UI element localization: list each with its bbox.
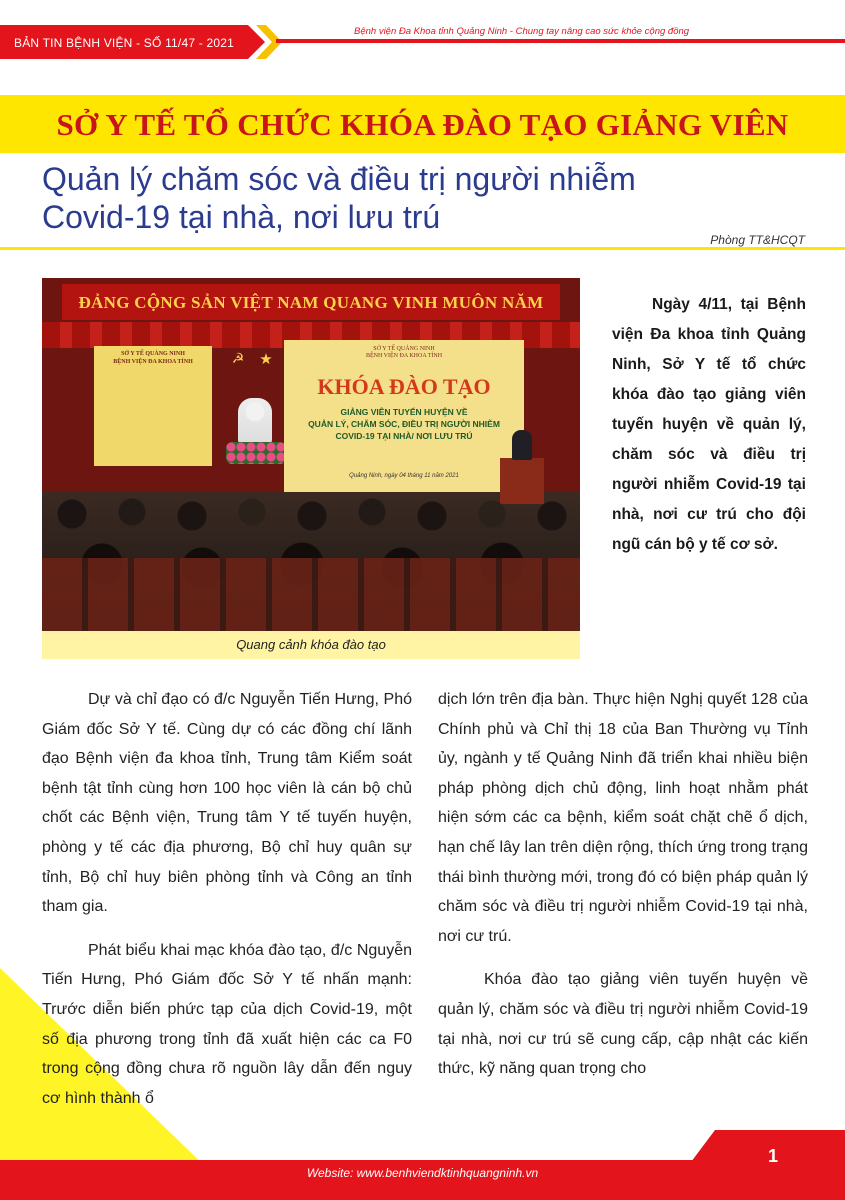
hospital-tagline: Bệnh viện Đa Khoa tỉnh Quảng Ninh - Chung tay nâng cao sức khỏe cộng đồng <box>354 26 690 37</box>
body-column-left <box>42 685 412 1127</box>
body-paragraph: Dự và chỉ đạo có đ/c Nguyễn Tiến Hưng, Phó Giám đốc Sở Y tế. Cùng dự có các đồng chí lãnh đạo Bệnh viện đa khoa tỉnh, Trung tâm Kiểm soát bệnh tật tỉnh cùng hơn 100 học viên là cán bộ chủ chốt các Bệnh viện, Trung tâm Y tế tuyến huyện, phòng y tế các địa phương, Bộ chỉ huy quân sự tỉnh, Bộ chỉ huy biên phòng tỉnh và Công an tỉnh tham gia. <box>42 691 412 916</box>
body-paragraph: Khóa đào tạo giảng viên tuyến huyện về quản lý, chăm sóc và điều trị người nhiễm Covid-19 tại nhà, nơi cư trú sẽ cung cấp, cập nhật các kiến thức, kỹ năng quan trọng cho <box>438 971 808 1078</box>
article-lead: Ngày 4/11, tại Bệnh viện Đa khoa tỉnh Quảng Ninh, Sở Y tế tổ chức khóa đào tạo giảng viên tuyến huyện về quản lý, chăm sóc và điều trị người nhiễm Covid-19 tại nhà, nơi cư trú cho đội ngũ cán bộ y tế cơ sở. <box>612 296 806 553</box>
photo-screen-line-1: GIẢNG VIÊN TUYẾN HUYỆN VỀ <box>340 407 468 417</box>
subtitle-line-1: Quản lý chăm sóc và điều trị người nhiễm <box>42 161 636 197</box>
body-paragraph: dịch lớn trên địa bàn. Thực hiện Nghị quyết 128 của Chính phủ và Chỉ thị 18 của Ban Thường vụ Tỉnh ủy, ngành y tế Quảng Ninh đã triển khai nhiều biện pháp phòng dịch chủ động, linh hoạt nhằm phát hiện sớm các ca bệnh, kiểm soát chặt chẽ ổ dịch, hạn chế lây lan trên diện rộng, thích ứng trong trạng thái bình thường mới, trong đó có biện pháp quản lý chăm sóc và điều trị người nhiễm Covid-19 tại nhà, nơi cư trú. <box>438 691 808 945</box>
photo-left-screen-text <box>94 350 212 366</box>
photo-left-screen-line-1: SỞ Y TẾ QUẢNG NINH <box>121 351 185 357</box>
header-rule <box>276 39 845 43</box>
body-column-right <box>438 685 808 1098</box>
article-subtitle <box>42 160 762 236</box>
photo-screen-body <box>292 406 516 442</box>
photo-screen-line-2: QUẢN LÝ, CHĂM SÓC, ĐIỀU TRỊ NGƯỜI NHIỄM <box>308 419 500 429</box>
photo-screen-org-1: SỞ Y TẾ QUẢNG NINH <box>373 346 435 352</box>
footer-website: Website: www.benhviendktinhquangninh.vn <box>306 1166 539 1180</box>
body-paragraph: Phát biểu khai mạc khóa đào tạo, đ/c Nguyễn Tiến Hưng, Phó Giám đốc Sở Y tế nhấn mạnh: Trước diễn biến phức tạp của dịch Covid-19, một số địa phương trong tỉnh đã xuất hiện các ca F0 trong cộng đồng chưa rõ nguồn lây dẫn đến nguy cơ hình thành ổ <box>42 941 412 1107</box>
photo-bust <box>238 398 272 444</box>
newsletter-issue: BẢN TIN BỆNH VIỆN - SỐ 11/47 - 2021 <box>14 36 234 50</box>
subtitle-line-2: Covid-19 tại nhà, nơi lưu trú <box>42 199 441 235</box>
page-number: 1 <box>768 1146 779 1166</box>
photo-left-screen-line-2: BỆNH VIỆN ĐA KHOA TỈNH <box>113 359 193 365</box>
photo-chairs <box>42 558 580 631</box>
photo-screen-org-2: BỆNH VIỆN ĐA KHOA TỈNH <box>365 353 443 359</box>
photo-screen-title: KHÓA ĐÀO TẠO <box>317 374 491 399</box>
article-photo <box>42 278 580 631</box>
title-underline <box>0 247 845 250</box>
photo-screen-line-3: COVID-19 TẠI NHÀ/ NƠI LƯU TRÚ <box>335 431 473 441</box>
photo-banner: ĐẢNG CỘNG SẢN VIỆT NAM QUANG VINH MUÔN NĂM <box>62 284 560 320</box>
article-title: SỞ Y TẾ TỔ CHỨC KHÓA ĐÀO TẠO GIẢNG VIÊN <box>56 107 789 142</box>
photo-flowers <box>226 442 286 464</box>
photo-speaker <box>512 430 532 460</box>
photo-screen-org <box>284 346 524 360</box>
photo-caption: Quang cảnh khóa đào tạo <box>236 637 386 652</box>
photo-screen-date: Quảng Ninh, ngày 04 tháng 11 năm 2021 <box>349 473 459 479</box>
star-icon: ★ <box>259 351 273 368</box>
party-emblem-icon: ☭ <box>231 350 245 366</box>
byline: Phòng TT&HCQT <box>710 233 805 247</box>
